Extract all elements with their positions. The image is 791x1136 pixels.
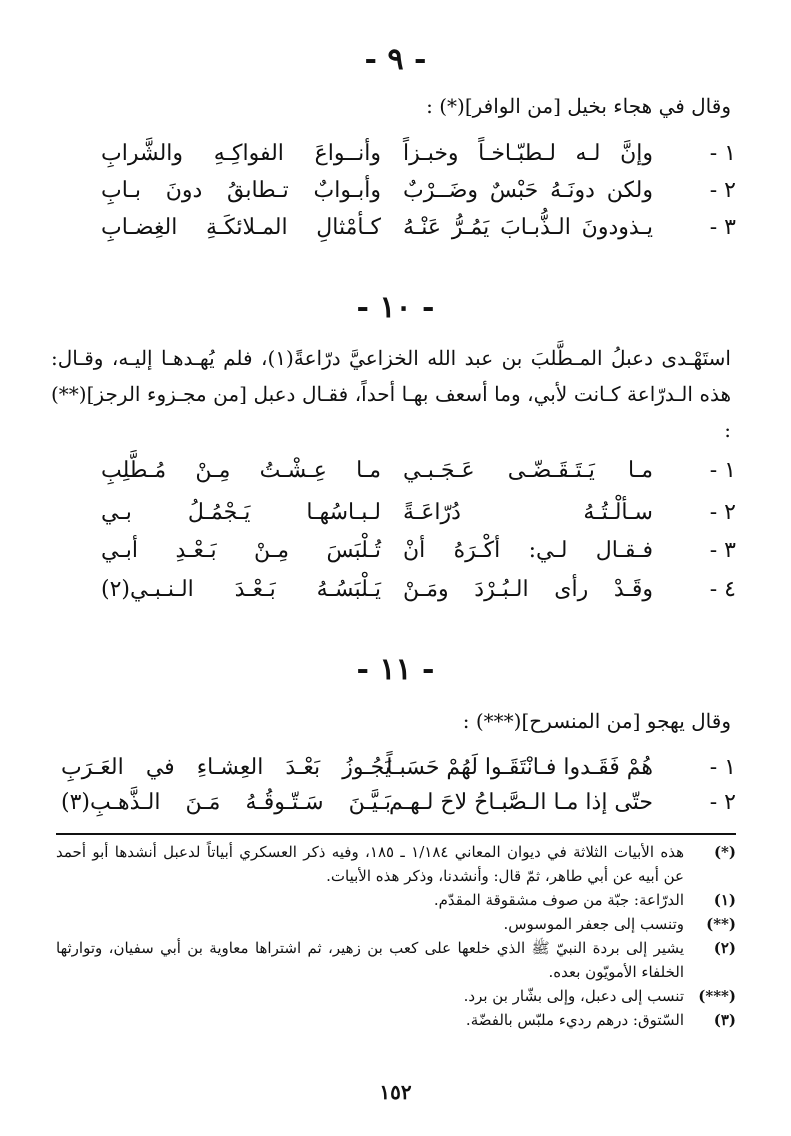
verse-number: ٣ - bbox=[709, 538, 736, 563]
second-hemistich: يَجُـوزُ بَعْـدَ العِشـاءِ في العَـرَبِ bbox=[61, 755, 391, 780]
verse-9-3 bbox=[0, 215, 791, 251]
footnote-mark: (٣) bbox=[713, 1011, 736, 1029]
verse-11-1 bbox=[0, 755, 791, 791]
verse-number: ١ - bbox=[709, 141, 736, 166]
second-hemistich: وأبـوابٌ تـطابقُ دونَ بـابِ bbox=[101, 178, 381, 203]
second-hemistich: وأنــواعَ الفواكِـهِ والشَّرابِ bbox=[101, 141, 381, 166]
verse-11-2 bbox=[0, 790, 791, 826]
footnote bbox=[56, 1008, 736, 1032]
second-hemistich: يَـلْبَسُـهُ بَـعْـدَ الـنـبـي(٢) bbox=[101, 577, 381, 602]
first-hemistich: هُمْ فَقَـدوا فـانْتَقَـوا لَهُمْ حَسَبـاً bbox=[386, 755, 653, 780]
verse-10-2 bbox=[0, 500, 791, 536]
verse-number: ٢ - bbox=[709, 500, 736, 525]
footnote-separator bbox=[56, 833, 736, 835]
footnote-mark: (١) bbox=[713, 891, 736, 909]
verse-number: ١ - bbox=[709, 755, 736, 780]
second-hemistich: مـا عِـشْـتُ مِـنْ مُـطَّلِبِ bbox=[101, 458, 381, 483]
section-number-9: - ٩ - bbox=[364, 42, 427, 77]
footnote-text: السّتوق: درهم رديء ملبّس بالفضّة. bbox=[465, 1011, 684, 1029]
footnote-text: هذه الأبيات الثلاثة في ديوان المعاني ١/١٨٤ ـ ١٨٥، وفيه ذكر العسكري أبياتاً لدعبل أنشدها أبو أحمد عن أبيه عن أبي طاهر، ثمّ قال: وأنشدنا، وذكر هذه الأبيات. bbox=[56, 843, 685, 885]
verse-number: ٣ - bbox=[709, 215, 736, 240]
second-hemistich: بَـيَّـنَ سَـتّـوقُـهُ مَـنَ الـذَّهـبِ(٣) bbox=[61, 790, 391, 815]
verse-9-1 bbox=[0, 141, 791, 177]
section-number-11: - ١١ - bbox=[356, 652, 435, 687]
footnote bbox=[56, 984, 736, 1008]
verse-10-3 bbox=[0, 538, 791, 574]
verse-10-1 bbox=[0, 458, 791, 494]
footnote bbox=[56, 840, 736, 888]
footnote-mark: (**) bbox=[706, 915, 736, 933]
footnote-text: يشير إلى بردة النبيّ ﷺ الذي خلعها على كعب بن زهير، ثم اشتراها معاوية بن أبي سفيان، وتوارثها الخلفاء الأمويّون بعده. bbox=[56, 939, 684, 981]
section-11-intro: وقال يهجو [من المنسرح](***) : bbox=[462, 709, 731, 733]
first-hemistich: ولكن دونَـهُ حَبْسٌ وضَــرْبٌ bbox=[403, 178, 653, 203]
verse-10-4 bbox=[0, 577, 791, 613]
footnote-mark: (*) bbox=[713, 843, 736, 861]
first-hemistich: سـألْـتُـهُ دُرّاعَـةً bbox=[403, 500, 653, 525]
footnote bbox=[56, 912, 736, 936]
page-number: ١٥٢ bbox=[379, 1080, 412, 1104]
footnote-text: تنسب إلى دعبل، وإلى بشّار بن برد. bbox=[463, 987, 684, 1005]
footnote-mark: (***) bbox=[698, 987, 736, 1005]
footnote-text: الدرّاعة: جبّة من صوف مشقوقة المقدّم. bbox=[433, 891, 684, 909]
section-9-intro: وقال في هجاء بخيل [من الوافر](*) : bbox=[426, 94, 731, 118]
second-hemistich: تُـلْبَسَ مِـنْ بَـعْـدِ أبـي bbox=[101, 538, 381, 563]
section-number-10: - ١٠ - bbox=[356, 290, 435, 325]
footnote bbox=[56, 936, 736, 984]
section-10-intro: استَهْـدى دعبلُ المـطَّلبَ بن عبد الله الخزاعيَّ درّاعةً(١)، فلم يُهـدهـا إليـه، وقـال: هذه الـدرّاعة كـانت لأبي، وما أسعف بهـا أحداً، فقـال دعبل [من مجـزوء الرجز](**) : bbox=[51, 346, 731, 442]
footnotes bbox=[56, 840, 736, 1032]
second-hemistich: كـأمْثالِ المـلائكَـةِ الغِضـابِ bbox=[101, 215, 381, 240]
footnote-text: وتنسب إلى جعفر الموسوس. bbox=[503, 915, 684, 933]
verse-9-2 bbox=[0, 178, 791, 214]
verse-number: ١ - bbox=[709, 458, 736, 483]
first-hemistich: يـذودونَ الـذُّبـابَ يَمُـرُّ عَنْـهُ bbox=[403, 215, 653, 240]
first-hemistich: فـقـال لـي: أكْـرَهُ أنْ bbox=[403, 538, 653, 563]
first-hemistich: حتّى إذا مـا الـصَّبـاحُ لاحَ لـهـم bbox=[389, 790, 653, 815]
verse-number: ٢ - bbox=[709, 178, 736, 203]
second-hemistich: لـبـاسُهـا يَـجْمُـلُ بـي bbox=[101, 500, 381, 525]
verse-number: ٤ - bbox=[709, 577, 736, 602]
first-hemistich: مـا يَـتَـقَـضّـى عَـجَـبـي bbox=[403, 458, 653, 483]
first-hemistich: وقَـدْ رأى الـبُـرْدَ ومَـنْ bbox=[403, 577, 653, 602]
verse-number: ٢ - bbox=[709, 790, 736, 815]
footnote bbox=[56, 888, 736, 912]
footnote-mark: (٢) bbox=[713, 939, 736, 957]
first-hemistich: وإنَّ لـه لـطبّـاخـاً وخبـزاً bbox=[403, 141, 653, 166]
